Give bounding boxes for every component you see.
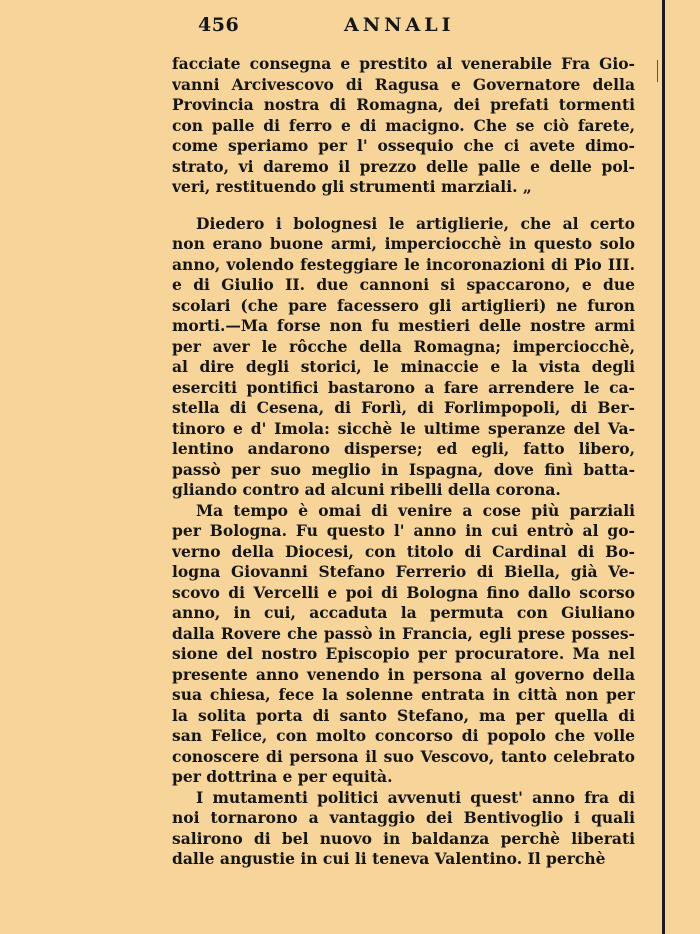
text-line: dalla Rovere che passò in Francia, egli prese posses-	[172, 623, 635, 643]
text-line: noi tornarono a vantaggio dei Bentivoglio i quali	[172, 808, 635, 827]
text-line: anno, volendo festeggiare le incoronazioni di Pio III.	[172, 254, 635, 274]
text-line: verno della Diocesi, con titolo di Cardinal di Bo-	[172, 541, 635, 561]
paragraph	[172, 54, 635, 198]
text-line: san Felice, con molto concorso di popolo che volle	[172, 726, 635, 745]
text-line: facciate consegna e prestito al venerabile Fra Gio-	[172, 54, 635, 73]
margin-mark	[657, 60, 658, 82]
text-line: salirono di bel nuovo in baldanza perchè liberati	[172, 828, 635, 848]
text-line: per Bologna. Fu questo l' anno in cui entrò al go-	[172, 521, 635, 540]
text-line: come speriamo per l' ossequio che ci avete dimo-	[172, 136, 635, 155]
text-line: morti.—Ma forse non fu mestieri delle nostre armi	[172, 316, 635, 335]
text-line: per aver le rôcche della Romagna; imperciocchè,	[172, 336, 635, 356]
text-line: gliando contro ad alcuni ribelli della corona.	[172, 480, 561, 499]
text-line: logna Giovanni Stefano Ferrerio di Biella, già Ve-	[172, 562, 635, 581]
text-line: non erano buone armi, imperciocchè in questo solo	[172, 234, 635, 253]
text-line: vanni Arcivescovo di Ragusa e Governatore della	[172, 74, 635, 94]
text-line: sione del nostro Episcopio per procuratore. Ma nel	[172, 644, 635, 663]
body-text	[172, 54, 635, 870]
text-line: tinoro e d' Imola: sicchè le ultime speranze del Va-	[172, 418, 635, 438]
text-line: conoscere di persona il suo Vescovo, tanto celebrato	[172, 746, 635, 766]
text-line: Ma tempo è omai di venire a cose più parziali	[196, 500, 635, 520]
text-line: scolari (che pare facessero gli artiglieri) ne furon	[172, 295, 635, 315]
paragraph	[172, 501, 635, 788]
text-line: eserciti pontifici bastarono a fare arrendere le ca-	[172, 377, 635, 397]
text-line: passò per suo meglio in Ispagna, dove finì batta-	[172, 459, 635, 479]
text-line: con palle di ferro e di macigno. Che se ciò farete,	[172, 115, 635, 135]
text-line: anno, in cui, accaduta la permuta con Giuliano	[172, 603, 635, 622]
text-line: dalle angustie in cui li teneva Valentino. Il perchè	[172, 849, 606, 868]
text-line: stella di Cesena, di Forlì, di Forlimpopoli, di Ber-	[172, 398, 635, 417]
text-line: scovo di Vercelli e poi di Bologna fino dallo scorso	[172, 582, 635, 602]
text-line: e di Giulio II. due cannoni si spaccarono, e due	[172, 275, 635, 294]
text-line: la solita porta di santo Stefano, ma per quella di	[172, 705, 635, 725]
paragraph	[172, 214, 635, 501]
text-line: strato, vi daremo il prezzo delle palle e delle pol-	[172, 156, 635, 176]
running-title: ANNALI	[344, 14, 455, 36]
text-line: presente anno venendo in persona al governo della	[172, 664, 635, 684]
text-line: I mutamenti politici avvenuti quest' anno fra di	[196, 787, 635, 807]
text-line: al dire degli storici, le minaccie e la vista degli	[172, 357, 635, 376]
paragraph	[172, 788, 635, 870]
page-number: 456	[198, 14, 240, 36]
page-header	[198, 12, 628, 40]
text-line: veri, restituendo gli strumenti marziali. „	[172, 177, 532, 196]
page-gutter-rule	[662, 0, 665, 934]
paragraph-gap	[172, 198, 635, 214]
text-line: per dottrina e per equità.	[172, 767, 393, 786]
text-line: lentino andarono disperse; ed egli, fatto libero,	[172, 439, 635, 458]
text-line: sua chiesa, fece la solenne entrata in città non per	[172, 685, 635, 704]
text-line: Diedero i bolognesi le artiglierie, che al certo	[196, 213, 635, 233]
text-line: Provincia nostra di Romagna, dei prefati tormenti	[172, 95, 635, 114]
